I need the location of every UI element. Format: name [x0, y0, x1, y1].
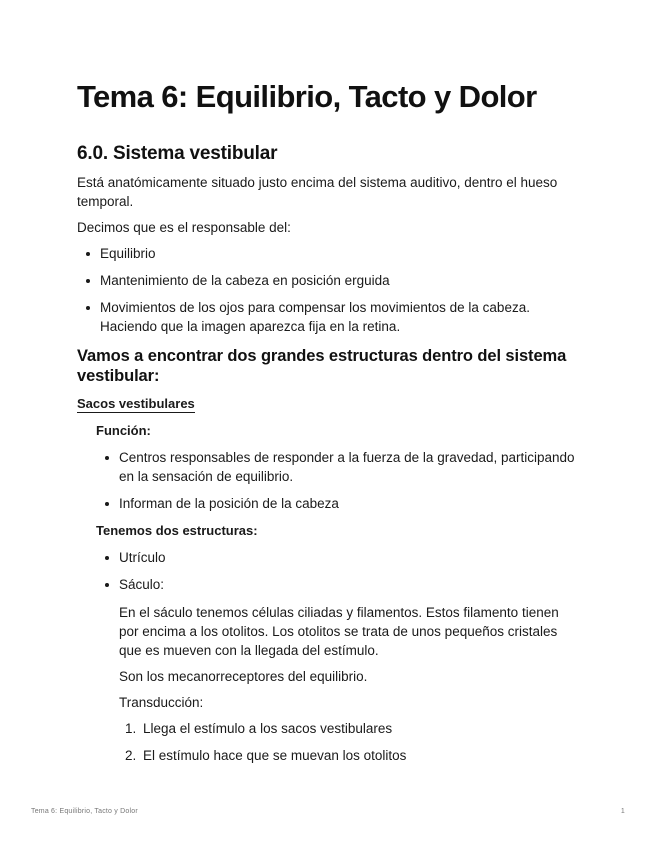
footer-title: Tema 6: Equilibrio, Tacto y Dolor — [31, 808, 138, 815]
funcion-label: Función: — [96, 423, 151, 438]
sacos-title: Sacos vestibulares — [77, 396, 195, 411]
page-content — [77, 78, 577, 773]
saculo-description: En el sáculo tenemos células ciliadas y filamentos. Estos filamento tienen por encima a los otolitos. Los otolitos se trata de unos pequeños cristales que es mueven con la llegada del estímulo. — [119, 605, 559, 658]
section-heading: 6.0. Sistema vestibular — [77, 143, 278, 164]
list-item — [96, 575, 577, 594]
list-item: Centros responsables de responder a la fuerza de la gravedad, participando en la sensación de equilibrio. — [96, 448, 577, 486]
list-item: Movimientos de los ojos para compensar los movimientos de la cabeza. Haciendo que la imagen aparezca fija en la retina. — [77, 298, 577, 336]
structures-subheading: Vamos a encontrar dos grandes estructuras dentro del sistema vestibular: — [77, 347, 567, 385]
list-item: Equilibrio — [77, 244, 577, 263]
page-title: Tema 6: Equilibrio, Tacto y Dolor — [77, 79, 537, 114]
saculo-mecanorreceptores: Son los mecanorreceptores del equilibrio. — [119, 669, 368, 684]
responsible-lead: Decimos que es el responsable del: — [77, 220, 291, 235]
estructuras-list — [96, 548, 577, 594]
step-number: 1. — [125, 721, 137, 736]
step-text: El estímulo hace que se muevan los otolitos — [143, 748, 407, 763]
funcion-list — [96, 448, 577, 513]
section-intro: Está anatómicamente situado justo encima del sistema auditivo, dentro el hueso temporal. — [77, 175, 558, 209]
page-number: 1 — [620, 808, 625, 815]
step-text: Llega el estímulo a los sacos vestibulares — [143, 721, 393, 736]
transduccion-steps — [119, 719, 577, 765]
page-footer — [0, 808, 655, 820]
list-item — [119, 719, 577, 738]
saculo-body — [96, 603, 577, 765]
list-item: Utrículo — [96, 548, 577, 567]
estructuras-label: Tenemos dos estructuras: — [96, 523, 258, 538]
transduccion-label: Transducción: — [119, 695, 204, 710]
step-number: 2. — [125, 748, 137, 763]
sacos-body — [77, 422, 577, 765]
responsibilities-list — [77, 244, 577, 336]
list-item: Mantenimiento de la cabeza en posición erguida — [77, 271, 577, 290]
list-item — [119, 746, 577, 765]
list-item: Informan de la posición de la cabeza — [96, 494, 577, 513]
saculo-label: Sáculo: — [119, 577, 165, 592]
